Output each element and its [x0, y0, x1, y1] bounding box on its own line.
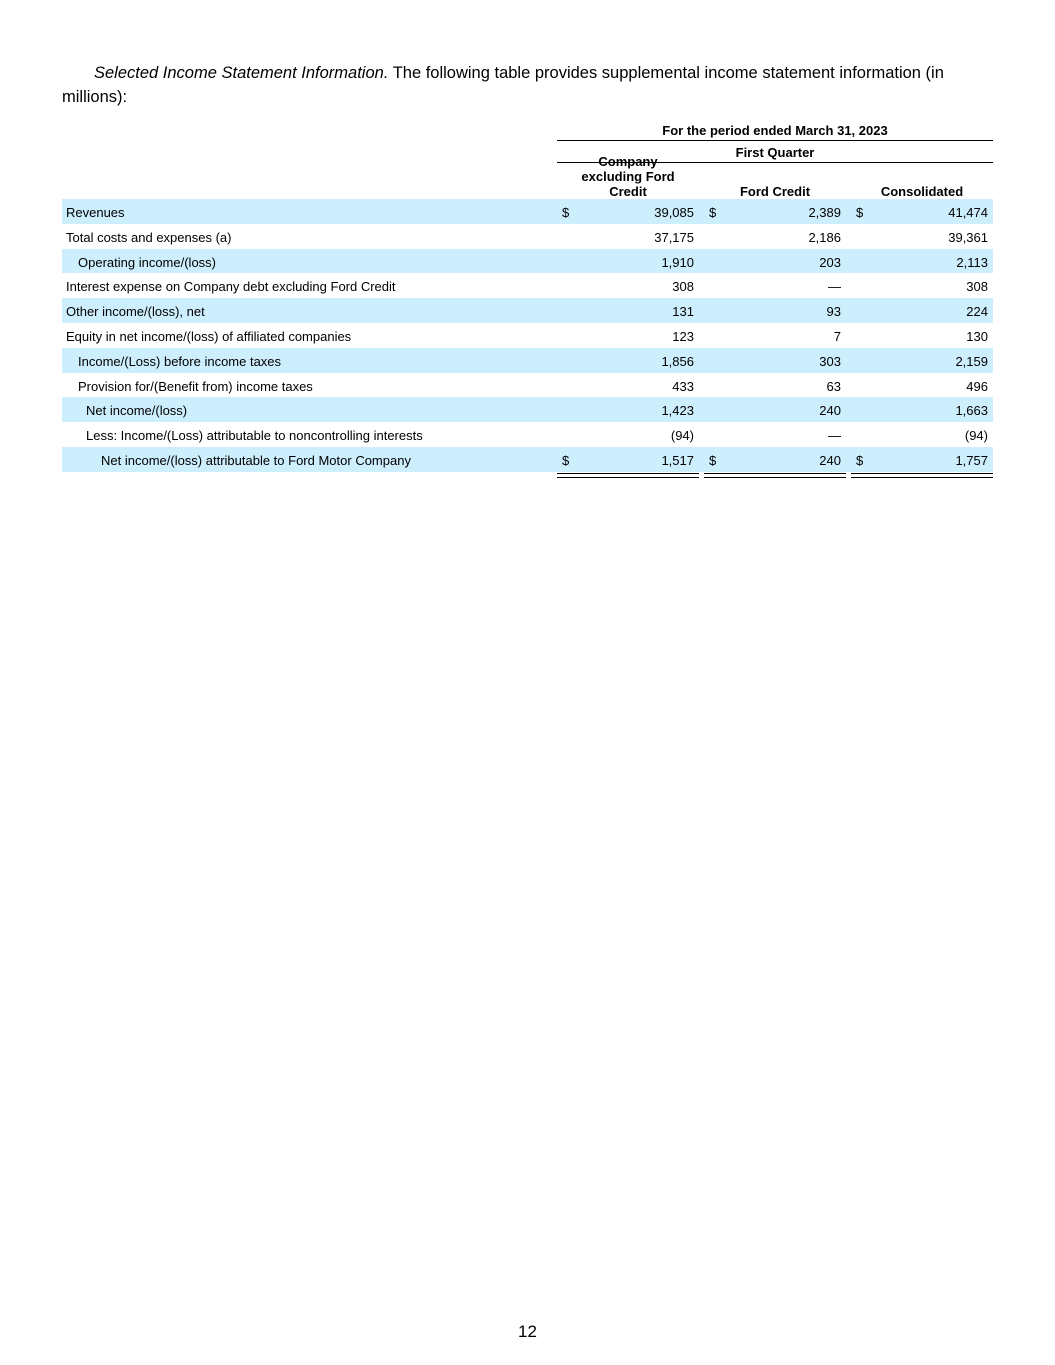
cell-value: 433: [672, 378, 694, 394]
cell-value: 308: [672, 279, 694, 295]
table-cell: [557, 224, 699, 249]
column-header-company-excluding-ford-credit: [557, 154, 699, 199]
table-cell: [557, 397, 699, 422]
dollar-sign: $: [856, 205, 864, 220]
cell-value: 1,517: [661, 452, 694, 468]
table-cell: [851, 373, 993, 398]
table-cell: [557, 298, 699, 323]
table-row: [62, 373, 993, 398]
table-row: [62, 224, 993, 249]
column-header-label: Consolidated: [880, 184, 964, 199]
dollar-sign: $: [562, 452, 570, 468]
table-cell: [704, 447, 846, 472]
table-cell: [851, 224, 993, 249]
table-cell: [851, 273, 993, 298]
table-cell: [557, 199, 699, 224]
dollar-sign: $: [709, 205, 717, 220]
table-cell: [557, 447, 699, 472]
cell-value: 1,910: [661, 254, 694, 270]
table-cell: [704, 298, 846, 323]
cell-value: 93: [826, 304, 841, 320]
table-row: [62, 323, 993, 348]
table-cell: [851, 348, 993, 373]
cell-value: 1,856: [661, 353, 694, 369]
row-label: Operating income/(loss): [78, 254, 216, 270]
dollar-sign: $: [709, 452, 717, 468]
cell-value: 496: [966, 378, 988, 394]
cell-value: 203: [819, 254, 841, 270]
table-row: [62, 348, 993, 373]
table-row: [62, 249, 993, 274]
page-number: 12: [518, 1322, 537, 1341]
table-cell: [851, 422, 993, 447]
table-cell: [851, 199, 993, 224]
table-cell: [557, 373, 699, 398]
table-cell: [704, 273, 846, 298]
column-header-ford-credit: [704, 167, 846, 199]
table-cell: [851, 447, 993, 472]
column-header-consolidated: [851, 167, 993, 199]
quarter-header: First Quarter: [735, 145, 815, 160]
dollar-sign: $: [562, 205, 570, 220]
header-rule: [557, 140, 993, 141]
table-cell: [557, 323, 699, 348]
table-cell: [851, 397, 993, 422]
table-cell: [704, 249, 846, 274]
table-cell: [704, 348, 846, 373]
table-row: [62, 273, 993, 298]
cell-value: 7: [833, 328, 841, 344]
cell-value: 37,175: [654, 229, 694, 245]
row-label: Income/(Loss) before income taxes: [78, 353, 282, 369]
intro-paragraph: [62, 61, 992, 109]
cell-value: 224: [966, 304, 988, 320]
table-cell: [704, 224, 846, 249]
period-header: For the period ended March 31, 2023: [662, 123, 888, 138]
row-label: Revenues: [66, 205, 125, 220]
cell-value: 240: [819, 403, 841, 419]
intro-text: The following table provides supplemental income statement information (in millions):: [62, 64, 944, 106]
cell-value: 1,663: [955, 403, 988, 419]
cell-value: 41,474: [948, 205, 988, 220]
table-cell: [851, 249, 993, 274]
cell-value: (94): [964, 428, 988, 444]
cell-value: 63: [826, 378, 841, 394]
table-cell: [851, 298, 993, 323]
cell-value: 1,423: [661, 403, 694, 419]
row-label: Less: Income/(Loss) attributable to noncontrolling interests: [86, 428, 423, 444]
table-row: [62, 447, 993, 472]
table-row: [62, 199, 993, 224]
cell-value: 303: [819, 353, 841, 369]
column-header-label: Company excluding Ford Credit: [581, 154, 675, 199]
cell-value: —: [828, 428, 841, 444]
table-cell: [557, 273, 699, 298]
cell-value: 123: [672, 328, 694, 344]
table-cell: [557, 249, 699, 274]
cell-value: (94): [670, 428, 694, 444]
cell-value: 2,389: [808, 205, 841, 220]
table-row: [62, 298, 993, 323]
cell-value: 308: [966, 279, 988, 295]
table-row: [62, 397, 993, 422]
intro-lead: Selected Income Statement Information.: [94, 64, 389, 82]
row-label: Equity in net income/(loss) of affiliated companies: [66, 328, 352, 344]
cell-value: 1,757: [955, 452, 988, 468]
cell-value: —: [828, 279, 841, 295]
table-cell: [704, 323, 846, 348]
table-cell: [704, 422, 846, 447]
cell-value: 39,085: [654, 205, 694, 220]
cell-value: 240: [819, 452, 841, 468]
dollar-sign: $: [856, 452, 864, 468]
table-row: [62, 422, 993, 447]
column-header-label: Ford Credit: [739, 184, 811, 199]
table-cell: [704, 397, 846, 422]
table-body: [62, 199, 993, 472]
cell-value: 2,159: [955, 353, 988, 369]
row-label: Net income/(loss): [86, 403, 188, 419]
cell-value: 130: [966, 328, 988, 344]
table-cell: [851, 323, 993, 348]
row-label: Interest expense on Company debt excluding Ford Credit: [66, 279, 396, 295]
cell-value: 2,186: [808, 229, 841, 245]
row-label: Other income/(loss), net: [66, 304, 205, 320]
row-label: Net income/(loss) attributable to Ford Motor Company: [101, 452, 411, 468]
table-cell: [704, 373, 846, 398]
table-cell: [557, 348, 699, 373]
table-cell: [704, 199, 846, 224]
row-label: Total costs and expenses (a): [66, 229, 232, 245]
cell-value: 2,113: [956, 254, 988, 270]
cell-value: 39,361: [948, 229, 988, 245]
row-label: Provision for/(Benefit from) income taxes: [78, 378, 313, 394]
cell-value: 131: [672, 304, 694, 320]
table-cell: [557, 422, 699, 447]
